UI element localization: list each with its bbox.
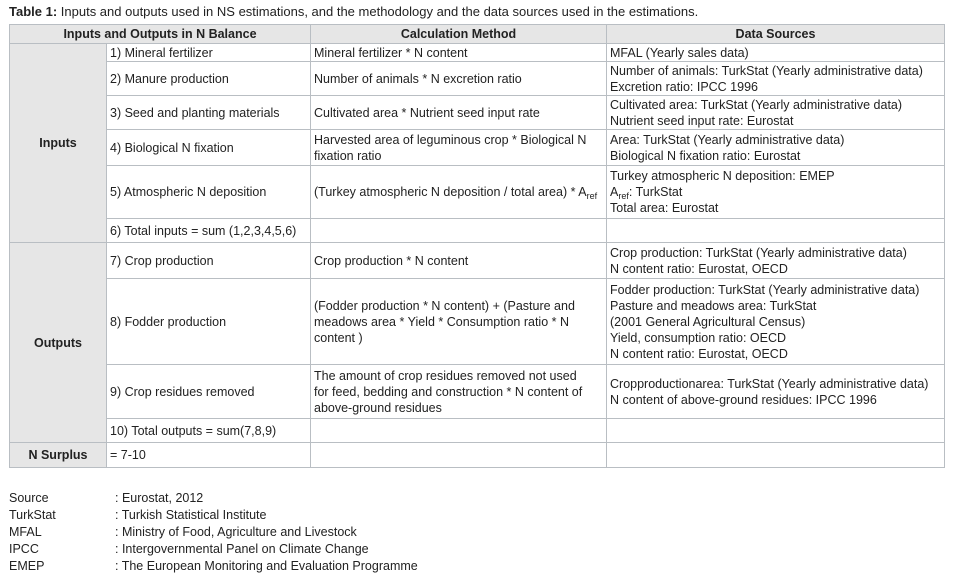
source-line: N content ratio: Eurostat, OECD: [610, 346, 788, 361]
method-line: for feed, bedding and construction * N content of: [314, 384, 583, 399]
table-row: [10, 44, 945, 62]
n-balance-table: [9, 24, 945, 468]
source-line: (2001 General Agricultural Census): [610, 314, 806, 329]
item-cell: 6) Total inputs = sum (1,2,3,4,5,6): [107, 219, 311, 243]
footnote-value: : Eurostat, 2012: [115, 491, 204, 505]
item-cell: 5) Atmospheric N deposition: [107, 166, 311, 219]
source-line: N content of above-ground residues: IPCC 1996: [610, 392, 877, 407]
item-cell: 8) Fodder production: [107, 279, 311, 365]
header-sources: Data Sources: [607, 25, 945, 44]
method-cell: Number of animals * N excretion ratio: [311, 62, 607, 96]
sources-cell: [607, 243, 945, 279]
method-line: The amount of crop residues removed not used: [314, 368, 577, 383]
source-line: [610, 184, 941, 200]
source-line: Fodder production: TurkStat (Yearly administrative data): [610, 282, 920, 297]
method-cell: [311, 279, 607, 365]
outputs-group-label: Outputs: [10, 243, 107, 443]
table-row: [10, 166, 945, 219]
footnote-value: : Turkish Statistical Institute: [115, 508, 267, 522]
sources-cell: [607, 219, 945, 243]
method-cell: [311, 419, 607, 443]
method-line: above-ground residues: [314, 400, 442, 415]
header-row: [10, 25, 945, 44]
item-cell: 2) Manure production: [107, 62, 311, 96]
method-subscript: ref: [586, 191, 598, 201]
source-line: Yield, consumption ratio: OECD: [610, 330, 787, 345]
table-caption: [9, 4, 698, 19]
method-cell: [311, 166, 607, 219]
caption-text: Inputs and outputs used in NS estimations, and the methodology and the data sources used in the estimations.: [57, 4, 699, 19]
table-row: [10, 62, 945, 96]
footnotes: [9, 490, 418, 575]
surplus-row: [10, 443, 945, 468]
table-row: [10, 130, 945, 166]
source-subscript: ref: [618, 191, 629, 201]
method-cell: Cultivated area * Nutrient seed input rate: [311, 96, 607, 130]
footnote-key: Source: [9, 491, 49, 505]
footnote-value: : Intergovernmental Panel on Climate Change: [115, 542, 369, 556]
sources-cell: [607, 62, 945, 96]
item-cell: 7) Crop production: [107, 243, 311, 279]
method-cell: [311, 443, 607, 468]
source-rest: : TurkStat: [628, 185, 683, 199]
table-row: [10, 279, 945, 365]
method-line: Harvested area of leguminous crop * Biological N: [314, 132, 587, 147]
method-cell: [311, 130, 607, 166]
source-symbol: A: [610, 185, 619, 199]
caption-label: Table 1:: [9, 4, 58, 19]
source-line: Nutrient seed input rate: Eurostat: [610, 113, 794, 128]
footnote-key: TurkStat: [9, 508, 56, 522]
footnote-key: MFAL: [9, 525, 42, 539]
source-line: Excretion ratio: IPCC 1996: [610, 79, 758, 94]
method-cell: [311, 219, 607, 243]
item-cell: 4) Biological N fixation: [107, 130, 311, 166]
source-line: Cultivated area: TurkStat (Yearly administrative data): [610, 97, 903, 112]
header-method: Calculation Method: [311, 25, 607, 44]
surplus-label: N Surplus: [10, 443, 107, 468]
footnote-row: [9, 558, 418, 575]
table-row: [10, 419, 945, 443]
footnote-key: EMEP: [9, 559, 45, 573]
footnote-key: IPCC: [9, 542, 39, 556]
sources-cell: [607, 419, 945, 443]
table-row: [10, 365, 945, 419]
source-line: Biological N fixation ratio: Eurostat: [610, 148, 801, 163]
source-line: Number of animals: TurkStat (Yearly administrative data): [610, 63, 923, 78]
sources-cell: [607, 365, 945, 419]
surplus-formula: = 7-10: [107, 443, 311, 468]
item-cell: 3) Seed and planting materials: [107, 96, 311, 130]
sources-cell: [607, 443, 945, 468]
sources-cell: [607, 96, 945, 130]
footnote-row: [9, 524, 418, 541]
footnote-row: [9, 541, 418, 558]
source-line: Turkey atmospheric N deposition: EMEP: [610, 169, 835, 183]
footnote-value: : Ministry of Food, Agriculture and Livestock: [115, 525, 357, 539]
method-line: fixation ratio: [314, 148, 382, 163]
footnote-row: [9, 507, 418, 524]
method-cell: [311, 365, 607, 419]
table-row: [10, 243, 945, 279]
method-line: (Fodder production * N content) + (Pasture and: [314, 298, 575, 313]
source-line: Area: TurkStat (Yearly administrative data): [610, 132, 845, 147]
source-line: N content ratio: Eurostat, OECD: [610, 261, 788, 276]
item-cell: 10) Total outputs = sum(7,8,9): [107, 419, 311, 443]
method-line: content ): [314, 330, 363, 345]
method-cell: Mineral fertilizer * N content: [311, 44, 607, 62]
source-line: Crop production: TurkStat (Yearly administrative data): [610, 245, 907, 260]
source-line: Total area: Eurostat: [610, 201, 719, 215]
source-line: Cropproductionarea: TurkStat (Yearly administrative data): [610, 376, 929, 391]
item-cell: 1) Mineral fertilizer: [107, 44, 311, 62]
footnote-row: [9, 490, 418, 507]
inputs-group-label: Inputs: [10, 44, 107, 243]
source-line: Pasture and meadows area: TurkStat: [610, 298, 817, 313]
sources-cell: [607, 166, 945, 219]
sources-cell: [607, 44, 945, 62]
method-text: (Turkey atmospheric N deposition / total area) * A: [314, 185, 587, 199]
item-cell: 9) Crop residues removed: [107, 365, 311, 419]
sources-cell: [607, 130, 945, 166]
table-row: [10, 219, 945, 243]
sources-cell: [607, 279, 945, 365]
method-cell: Crop production * N content: [311, 243, 607, 279]
table-row: [10, 96, 945, 130]
method-line: meadows area * Yield * Consumption ratio * N: [314, 314, 569, 329]
source-line: MFAL (Yearly sales data): [610, 45, 749, 60]
footnote-value: : The European Monitoring and Evaluation Programme: [115, 559, 418, 573]
header-balance: Inputs and Outputs in N Balance: [10, 25, 311, 44]
